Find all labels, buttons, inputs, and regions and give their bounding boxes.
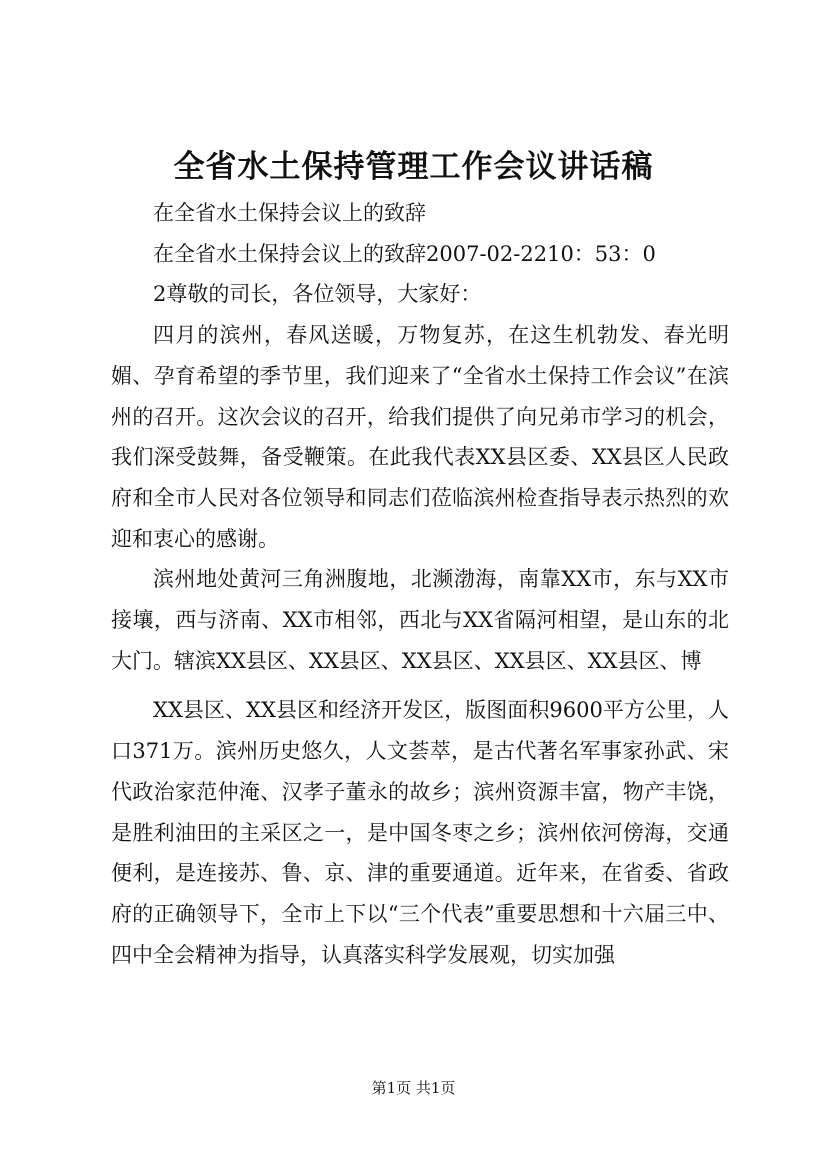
paragraph-welcome: 四月的滨州，春风送暖，万物复苏，在这生机勃发、春光明媚、孕育希望的季节里，我们迎来了“全省水土保持工作会议”在滨州的召开。这次会议的召开，给我们提供了向兄弟市学习的机会，我们深受鼓舞，备受鞭策。在此我代表XX县区委、XX县区人民政府和全市人民对各位领导和同志们莅临滨州检查指导表示热烈的欢迎和衷心的感谢。 bbox=[111, 323, 729, 551]
paragraph-date-line: 在全省水土保持会议上的致辞2007-02-2210：53：0 bbox=[153, 241, 656, 266]
page-number-footer: 第1页 共1页 bbox=[371, 1079, 456, 1097]
paragraph-geography: 滨州地处黄河三角洲腹地，北濒渤海，南靠XX市，东与XX市接壤，西与济南、XX市相邻，西北与XX省隔河相望，是山东的北大门。辖滨XX县区、XX县区、XX县区、XX县区、XX县区、博 bbox=[111, 567, 729, 673]
paragraph-greeting: 2尊敬的司长，各位领导，大家好： bbox=[153, 282, 482, 307]
paragraph-gap bbox=[111, 681, 729, 690]
paragraph-overview: XX县区、XX县区和经济开发区，版图面积9600平方公里，人口371万。滨州历史悠久，人文荟萃，是古代著名军事家孙武、宋代政治家范仲淹、汉孝子董永的故乡；滨州资源丰富，物产丰饶，是胜利油田的主采区之一，是中国冬枣之乡；滨州依河傍海，交通便利，是连接苏、鲁、京、津的重要通道。近年来，在省委、省政府的正确领导下，全市上下以“三个代表”重要思想和十六届三中、四中全会精神为指导，认真落实科学发展观，切实加强 bbox=[111, 698, 729, 967]
document-title: 全省水土保持管理工作会议讲话稿 bbox=[173, 149, 654, 185]
paragraph-heading: 在全省水土保持会议上的致辞 bbox=[153, 201, 426, 225]
document-body bbox=[111, 193, 729, 975]
